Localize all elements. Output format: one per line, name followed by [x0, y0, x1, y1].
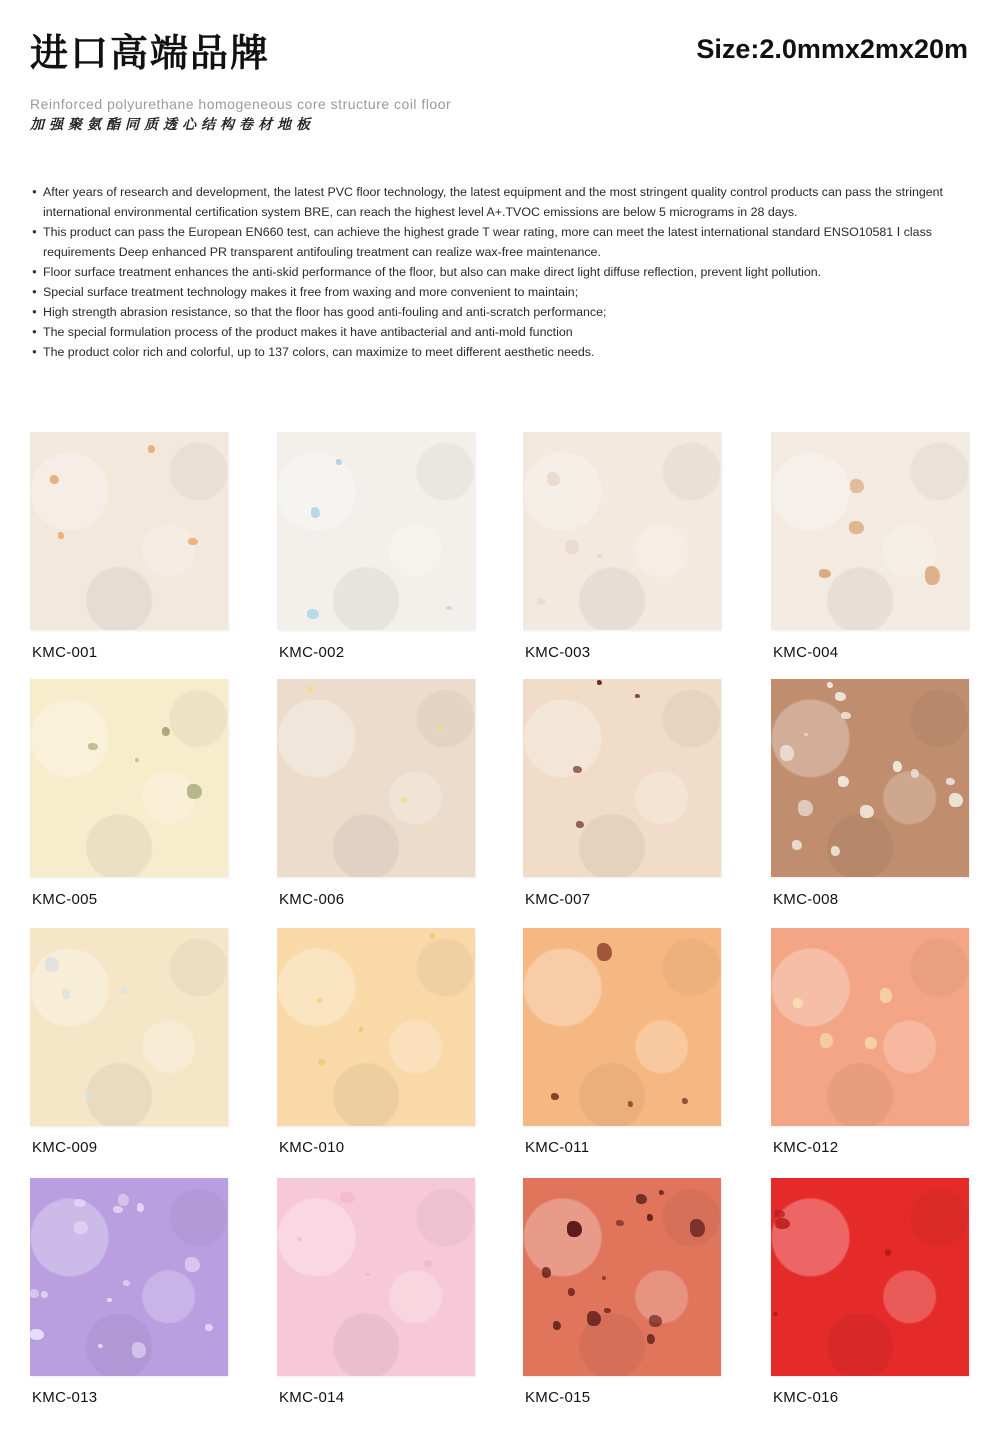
- feature-item: ● High strength abrasion resistance, so that the floor has good anti-fouling and anti-scratch performance;: [32, 302, 982, 322]
- swatch-speck: [573, 766, 582, 773]
- swatch-texture: [277, 432, 475, 630]
- swatch-speck: [798, 800, 813, 816]
- color-swatch: [30, 679, 228, 877]
- swatch-speck: [647, 1334, 655, 1344]
- swatch-speck: [205, 1324, 213, 1331]
- swatch-speck: [359, 1027, 363, 1032]
- swatch-speck: [311, 507, 320, 518]
- swatch-speck: [50, 475, 59, 484]
- swatch-texture: [30, 1178, 228, 1376]
- subtitle-english: Reinforced polyurethane homogeneous core structure coil floor: [30, 96, 452, 112]
- swatch-speck: [45, 957, 59, 972]
- swatch-speck: [113, 1206, 123, 1213]
- swatch-speck: [850, 479, 864, 493]
- swatch-speck: [911, 769, 919, 778]
- swatch-speck: [567, 1221, 582, 1237]
- swatch-code-label: KMC-002: [279, 644, 345, 661]
- swatch-speck: [547, 472, 560, 486]
- swatch-speck: [841, 712, 851, 719]
- swatch-speck: [336, 459, 342, 465]
- swatch-speck: [424, 1260, 432, 1267]
- swatch-speck: [132, 1342, 146, 1358]
- swatch-speck: [553, 1321, 561, 1330]
- swatch-speck: [820, 1033, 833, 1048]
- swatch-speck: [690, 1219, 705, 1237]
- swatch-speck: [628, 1101, 633, 1107]
- swatch-speck: [74, 1221, 88, 1234]
- color-swatch: [30, 1178, 228, 1376]
- swatch-speck: [568, 1288, 575, 1296]
- swatch-texture: [30, 679, 228, 877]
- color-swatch: [30, 928, 228, 1126]
- swatch-speck: [597, 554, 602, 558]
- swatch-speck: [542, 1267, 551, 1278]
- swatch-code-label: KMC-016: [773, 1389, 839, 1406]
- swatch-speck: [84, 1091, 90, 1098]
- size-spec: Size:2.0mmx2mx20m: [696, 34, 968, 64]
- swatch-speck: [430, 933, 435, 939]
- color-swatch: [771, 1178, 969, 1376]
- swatch-code-label: KMC-006: [279, 891, 345, 908]
- swatch-speck: [62, 989, 70, 999]
- swatch-speck: [537, 598, 545, 605]
- swatch-texture: [523, 679, 721, 877]
- swatch-speck: [793, 998, 803, 1008]
- swatch-speck: [659, 1190, 664, 1195]
- swatch-code-label: KMC-011: [525, 1139, 590, 1156]
- swatch-speck: [949, 793, 963, 807]
- swatch-code-label: KMC-015: [525, 1389, 591, 1406]
- swatch-speck: [647, 1214, 653, 1221]
- swatch-speck: [446, 606, 452, 610]
- swatch-speck: [616, 1220, 624, 1226]
- swatch-speck: [587, 1311, 601, 1326]
- swatch-speck: [597, 680, 602, 685]
- swatch-speck: [880, 988, 892, 1003]
- swatch-speck: [780, 745, 794, 761]
- color-swatch: [30, 432, 228, 630]
- swatch-speck: [925, 566, 940, 585]
- swatch-code-label: KMC-014: [279, 1389, 345, 1406]
- swatch-speck: [849, 521, 864, 534]
- swatch-code-label: KMC-003: [525, 644, 591, 661]
- swatch-texture: [771, 928, 969, 1126]
- swatch-code-label: KMC-012: [773, 1139, 839, 1156]
- swatch-speck: [402, 797, 407, 803]
- swatch-speck: [804, 733, 808, 736]
- swatch-texture: [523, 1178, 721, 1376]
- feature-item: ● The product color rich and colorful, up to 137 colors, can maximize to meet different aesthetic needs.: [32, 342, 982, 362]
- swatch-speck: [297, 1237, 302, 1241]
- color-swatch: [277, 432, 475, 630]
- swatch-speck: [604, 1308, 611, 1313]
- swatch-speck: [118, 1194, 129, 1206]
- swatch-speck: [831, 846, 840, 856]
- swatch-speck: [426, 830, 430, 834]
- swatch-speck: [317, 998, 322, 1003]
- swatch-speck: [885, 1249, 891, 1256]
- swatch-speck: [98, 1344, 103, 1348]
- swatch-speck: [121, 987, 128, 994]
- color-swatch: [523, 928, 721, 1126]
- swatch-speck: [162, 727, 170, 736]
- swatch-speck: [551, 1093, 559, 1100]
- swatch-speck: [865, 1037, 877, 1049]
- swatch-speck: [893, 761, 902, 772]
- swatch-code-label: KMC-001: [32, 644, 98, 661]
- swatch-speck: [123, 1280, 130, 1286]
- swatch-speck: [88, 743, 98, 750]
- swatch-speck: [148, 445, 155, 453]
- swatch-texture: [277, 679, 475, 877]
- page-title: 进口高端品牌: [30, 31, 271, 75]
- swatch-speck: [682, 1098, 688, 1104]
- feature-item: ● Floor surface treatment enhances the anti-skid performance of the floor, but also can make direct light diffuse reflection, prevent light pollution.: [32, 262, 982, 282]
- feature-item: ● This product can pass the European EN660 test, can achieve the highest grade T wear rating, more can meet the latest international standard ENSO10581 Ⅰ class requirements Deep enhanced PR transparent antifouling treatment can realize wax-free maintenance.: [32, 222, 982, 262]
- color-swatch: [277, 928, 475, 1126]
- swatch-speck: [58, 532, 64, 539]
- subtitle-chinese: 加强聚氨酯同质透心结构卷材地板: [30, 117, 315, 133]
- swatch-speck: [107, 1298, 112, 1302]
- swatch-speck: [838, 776, 849, 787]
- color-swatch: [523, 1178, 721, 1376]
- swatch-speck: [565, 540, 579, 554]
- swatch-texture: [30, 432, 228, 630]
- swatch-code-label: KMC-008: [773, 891, 839, 908]
- swatch-speck: [41, 1291, 48, 1298]
- swatch-speck: [860, 805, 874, 818]
- swatch-speck: [135, 758, 139, 762]
- swatch-speck: [576, 821, 584, 828]
- swatch-speck: [636, 1194, 647, 1204]
- feature-item: ● After years of research and development, the latest PVC floor technology, the latest equipment and the most stringent quality control products can pass the stringent international environmental certification system BRE, can reach the highest level A+.TVOC emissions are below 5 micrograms in 28 days.: [32, 182, 982, 222]
- swatch-code-label: KMC-010: [279, 1139, 345, 1156]
- color-swatch: [277, 1178, 475, 1376]
- swatch-speck: [946, 778, 955, 785]
- color-swatch: [523, 432, 721, 630]
- swatch-speck: [318, 1059, 325, 1065]
- color-swatch: [277, 679, 475, 877]
- swatch-code-label: KMC-013: [32, 1389, 98, 1406]
- swatch-speck: [30, 1289, 39, 1298]
- swatch-texture: [771, 432, 969, 630]
- swatch-speck: [835, 692, 846, 701]
- swatch-texture: [277, 1178, 475, 1376]
- swatch-speck: [74, 1199, 86, 1207]
- swatch-speck: [597, 943, 612, 961]
- swatch-speck: [649, 1315, 662, 1327]
- swatch-speck: [137, 1203, 144, 1212]
- swatch-speck: [340, 1192, 355, 1203]
- swatch-speck: [602, 1276, 606, 1280]
- swatch-speck: [188, 538, 198, 545]
- feature-item: ● The special formulation process of the product makes it have antibacterial and anti-mold function: [32, 322, 982, 342]
- swatch-code-label: KMC-007: [525, 891, 591, 908]
- swatch-texture: [30, 928, 228, 1126]
- color-swatch: [771, 679, 969, 877]
- color-swatch: [771, 432, 969, 630]
- swatch-texture: [523, 432, 721, 630]
- swatch-texture: [771, 1178, 969, 1376]
- swatch-speck: [307, 685, 313, 692]
- feature-item: ● Special surface treatment technology makes it free from waxing and more convenient to maintain;: [32, 282, 982, 302]
- swatch-code-label: KMC-005: [32, 891, 98, 908]
- swatch-code-label: KMC-009: [32, 1139, 98, 1156]
- swatch-texture: [277, 928, 475, 1126]
- swatch-speck: [366, 1273, 370, 1276]
- swatch-speck: [819, 569, 831, 578]
- swatch-speck: [827, 682, 833, 688]
- swatch-speck: [185, 1257, 200, 1272]
- swatch-speck: [30, 1329, 44, 1340]
- swatch-code-label: KMC-004: [773, 644, 839, 661]
- swatch-speck: [438, 726, 443, 732]
- swatch-speck: [187, 784, 202, 799]
- swatch-speck: [775, 1218, 790, 1229]
- swatch-speck: [307, 609, 319, 619]
- swatch-speck: [774, 1210, 785, 1218]
- color-swatch: [771, 928, 969, 1126]
- swatch-speck: [635, 694, 640, 698]
- swatch-speck: [792, 840, 802, 850]
- swatch-speck: [773, 1312, 778, 1316]
- color-swatch: [523, 679, 721, 877]
